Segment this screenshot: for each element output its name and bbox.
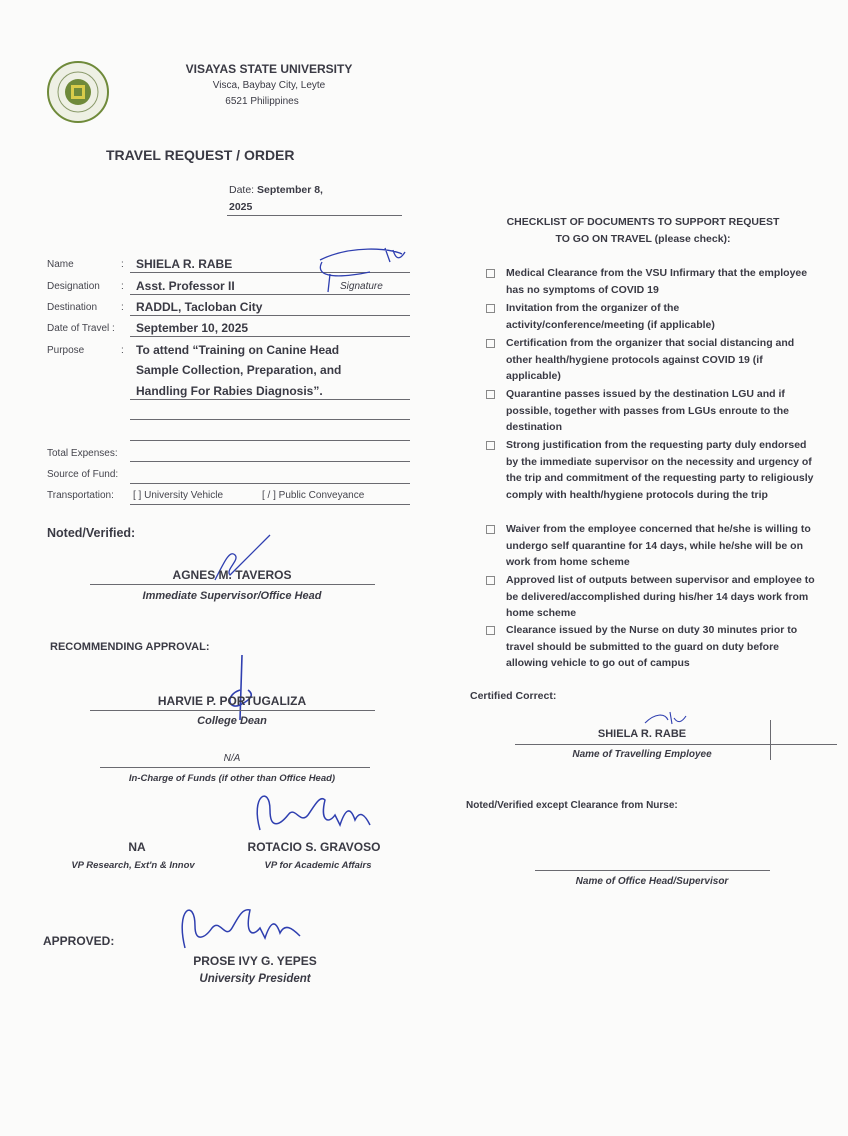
- dean-title: College Dean: [197, 715, 267, 727]
- noted-verified-label: Noted/Verified:: [47, 526, 136, 540]
- checklist-item-text: Invitation from the organizer of the activity/conference/meeting (if applicable): [506, 302, 715, 331]
- vp-research-name: NA: [128, 840, 146, 854]
- designation-label: Designation: [47, 281, 100, 292]
- office-head-title: Name of Office Head/Supervisor: [575, 876, 729, 887]
- funds-name: N/A: [223, 753, 241, 764]
- date-value: September 8,: [257, 184, 323, 196]
- checklist-title: CHECKLIST OF DOCUMENTS TO SUPPORT REQUEST: [506, 216, 780, 228]
- checklist-item: [486, 572, 816, 622]
- employee-signature: [640, 708, 690, 730]
- designation-value: Asst. Professor II: [136, 279, 235, 293]
- university-name: VISAYAS STATE UNIVERSITY: [185, 62, 353, 76]
- checkbox[interactable]: [486, 441, 495, 450]
- checklist-item-text: Medical Clearance from the VSU Infirmary that the employee has no symptoms of COVID 19: [506, 267, 808, 296]
- purpose-label: Purpose: [47, 345, 85, 356]
- checkbox[interactable]: [486, 626, 495, 635]
- checklist-item: [486, 335, 816, 385]
- supervisor-name: AGNES M. TAVEROS: [172, 568, 292, 582]
- checklist-item: [486, 300, 816, 333]
- purpose-line: Handling For Rabies Diagnosis”.: [136, 384, 323, 398]
- purpose-line: To attend “Training on Canine Head: [136, 343, 340, 357]
- colon: :: [121, 281, 124, 292]
- date-of-travel-label: Date of Travel :: [47, 323, 115, 334]
- certified-correct-label: Certified Correct:: [470, 690, 557, 702]
- checklist-item-text: Approved list of outputs between supervisor and employee to be delivered/accomplished during his/her 14 days work from home scheme: [506, 574, 815, 619]
- checklist-item-text: Clearance issued by the Nurse on duty 30 minutes prior to travel should be submitted to the guard on duty before allowing vehicle to go out of campus: [506, 624, 798, 669]
- transport-university-vehicle: [ ] University Vehicle: [133, 490, 224, 501]
- vp-research-title: VP Research, Ext'n & Innov: [71, 860, 195, 871]
- checklist-subtitle: TO GO ON TRAVEL (please check):: [555, 233, 731, 245]
- checklist-item: [486, 622, 816, 672]
- name-value: SHIELA R. RABE: [136, 257, 233, 271]
- funds-title: In-Charge of Funds (if other than Office Head): [128, 773, 336, 784]
- checkbox[interactable]: [486, 576, 495, 585]
- university-postal: 6521 Philippines: [225, 96, 299, 107]
- university-seal: [46, 60, 110, 129]
- approved-label: APPROVED:: [43, 934, 115, 948]
- checkbox[interactable]: [486, 339, 495, 348]
- checklist-item: [486, 386, 816, 436]
- checklist-item-text: Waiver from the employee concerned that he/she is willing to undergo self quarantine for 14 days, while he/she will be on work from home scheme: [506, 523, 811, 568]
- president-name: PROSE IVY G. YEPES: [193, 954, 317, 968]
- date-year: 2025: [229, 201, 253, 213]
- noted-except-label: Noted/Verified except Clearance from Nurse:: [466, 800, 678, 811]
- name-label: Name: [47, 259, 74, 270]
- employee-name: SHIELA R. RABE: [597, 728, 687, 740]
- colon: :: [121, 302, 124, 313]
- checkbox[interactable]: [486, 525, 495, 534]
- vp-academic-signature: [240, 785, 390, 840]
- purpose-line: Sample Collection, Preparation, and: [136, 363, 342, 377]
- checklist-item: [486, 265, 816, 298]
- destination-value: RADDL, Tacloban City: [136, 300, 263, 314]
- university-address: Visca, Baybay City, Leyte: [212, 80, 326, 91]
- checklist-item-text: Quarantine passes issued by the destination LGU and if possible, together with passes from LGUs enroute to the destination: [506, 388, 789, 433]
- transportation-label: Transportation:: [47, 490, 114, 501]
- destination-label: Destination: [47, 302, 98, 313]
- vp-academic-title: VP for Academic Affairs: [264, 860, 372, 871]
- supervisor-title: Immediate Supervisor/Office Head: [142, 590, 322, 602]
- employee-title: Name of Travelling Employee: [572, 749, 712, 760]
- checkbox[interactable]: [486, 269, 495, 278]
- transport-public-conveyance: [ / ] Public Conveyance: [262, 490, 365, 501]
- date-field: [229, 184, 323, 196]
- checkbox[interactable]: [486, 304, 495, 313]
- page-title: TRAVEL REQUEST / ORDER: [106, 147, 295, 163]
- vp-academic-name: ROTACIO S. GRAVOSO: [247, 840, 381, 854]
- checklist-item-text: Certification from the organizer that social distancing and other health/hygiene protocols against COVID 19 (if applicable): [506, 337, 795, 382]
- dean-name: HARVIE P. PORTUGALIZA: [157, 694, 307, 708]
- date-label: Date:: [229, 184, 255, 196]
- colon: :: [121, 259, 124, 270]
- checklist-item: [486, 437, 816, 503]
- applicant-signature: [310, 240, 410, 295]
- recommending-approval-label: RECOMMENDING APPROVAL:: [50, 641, 210, 653]
- checkbox[interactable]: [486, 390, 495, 399]
- colon: :: [121, 345, 124, 356]
- date-of-travel-value: September 10, 2025: [136, 321, 249, 335]
- checklist-item: [486, 521, 816, 571]
- president-signature: [170, 898, 320, 958]
- signature-label: Signature: [340, 281, 383, 292]
- fund-label: Source of Fund:: [47, 469, 119, 480]
- checklist-item-text: Strong justification from the requesting party duly endorsed by the immediate supervisor on the necessity and urgency of the trip and commitment of the requesting party to religiously comply with health/hygiene protocols during the trip: [506, 439, 814, 501]
- president-title: University President: [199, 973, 311, 985]
- expenses-label: Total Expenses:: [47, 448, 118, 459]
